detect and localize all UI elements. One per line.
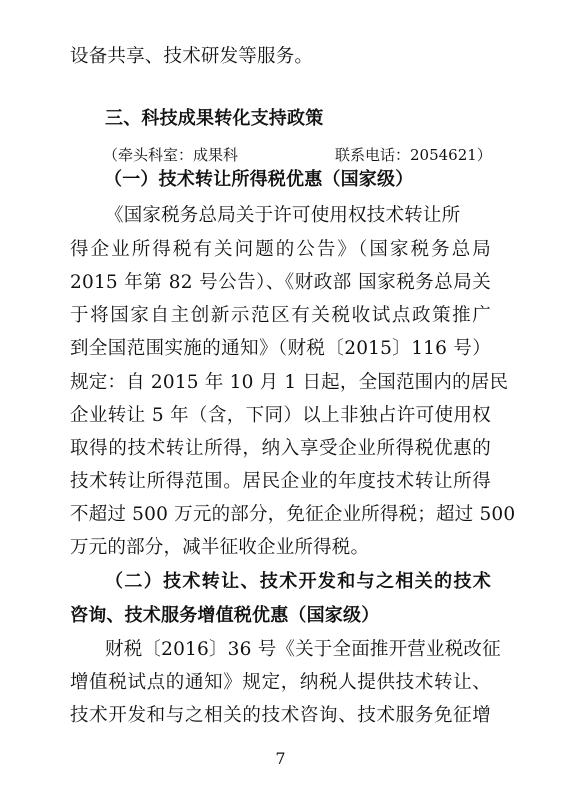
- subsection-one-line-7: 企业转让 5 年（含，下同）以上非独占许可使用权: [70, 405, 491, 426]
- subsection-two-line-3: 技术开发和与之相关的技术咨询、技术服务免征增: [70, 705, 491, 726]
- subsection-one-line-10: 不超过 500 万元的部分，免征企业所得税；超过 500: [70, 504, 516, 525]
- subsection-two-line-2: 增值税试点的通知》规定，纳税人提供技术转让、: [70, 672, 491, 693]
- lead-department: （牵头科室：成果科: [103, 146, 239, 164]
- continuation-line: 设备共享、技术研发等服务。: [70, 46, 314, 67]
- subsection-one-line-11: 万元的部分，减半征收企业所得税。: [70, 537, 370, 558]
- subsection-two-heading-line-1: （二）技术转让、技术开发和与之相关的技术: [105, 571, 491, 592]
- page-number: 7: [275, 749, 286, 768]
- subsection-one-line-9: 技术转让所得范围。居民企业的年度技术转让所得: [70, 471, 491, 492]
- subsection-one-line-3: 2015 年第 82 号公告）、《财政部 国家税务总局关: [70, 272, 491, 293]
- subsection-one-line-4: 于将国家自主创新示范区有关税收试点政策推广: [70, 305, 491, 326]
- contact-phone: 联系电话：2054621）: [335, 146, 492, 164]
- subsection-one-line-2: 得企业所得税有关问题的公告》（国家税务总局: [70, 239, 491, 260]
- subsection-one-heading: （一）技术转让所得税优惠（国家级）: [104, 169, 414, 190]
- subsection-one-line-1: 《国家税务总局关于许可使用权技术转让所: [105, 205, 461, 226]
- section-heading: 三、科技成果转化支持政策: [105, 108, 324, 129]
- subsection-two-line-1: 财税〔2016〕36 号《关于全面推开营业税改征: [105, 639, 501, 660]
- subsection-one-line-5: 到全国范围实施的通知》（财税〔2015〕116 号）: [70, 338, 491, 359]
- subsection-one-line-6: 规定：自 2015 年 10 月 1 日起，全国范围内的居民: [70, 372, 509, 393]
- subsection-one-line-8: 取得的技术转让所得，纳入享受企业所得税优惠的: [70, 438, 491, 459]
- subsection-two-heading-line-2: 咨询、技术服务增值税优惠（国家级）: [70, 605, 380, 626]
